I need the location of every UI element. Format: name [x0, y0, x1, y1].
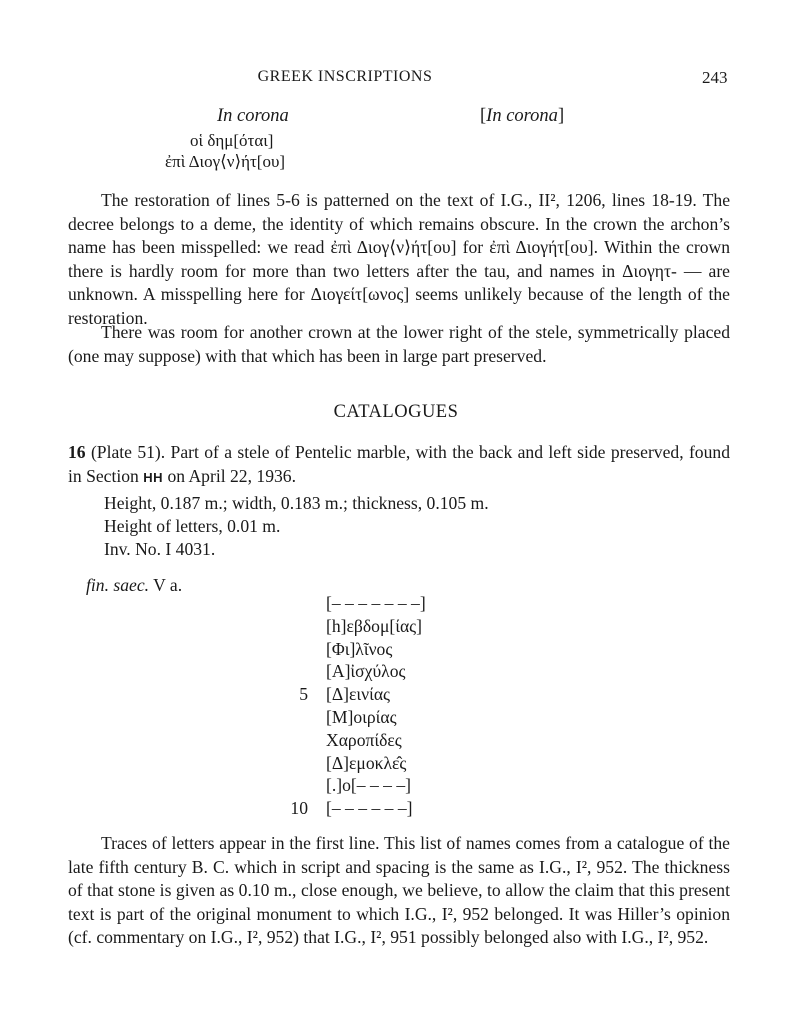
entry-description: (Plate 51). Part of a stele of Pentelic marble, with the back and left side preserved, found in Section: [68, 442, 730, 486]
inscription-line: [268, 592, 508, 615]
paragraph-text: The restoration of lines 5-6 is patterned on the text of I.G., II², 1206, lines 18-19. The decree belongs to a deme, the identity of which remains obscure. In the crown the archon’s name has been misspelled: we read ἐπὶ Διογ⟨ν⟩ήτ[ου] for ἐπὶ Διογήτ[ου]. Within the crown there is hardly room for more than two letters after the tau, and names in Διογητ- — are unknown. A misspelling here for Διογείτ[ωνος] seems unlikely because of the length of the restoration.: [68, 190, 730, 328]
inscription-line: [268, 683, 508, 706]
line-text: [Φι]λῖνος: [326, 638, 393, 659]
running-header: GREEK INSCRIPTIONS: [257, 68, 433, 85]
commentary-paragraph-2: [68, 321, 730, 368]
paragraph-text: Traces of letters appear in the first line. This list of names comes from a catalogue of the late fifth century B. C. which in script and spacing is the same as I.G., I², 952. The thickness of that stone is given as 0.10 m., close enough, we believe, to allow the claim that this present text is part of the original monument to which I.G., I², 952 belonged. It was Hiller’s opinion (cf. commentary on I.G., I², 952) that I.G., I², 951 possibly belonged also with I.G., I², 952.: [68, 833, 730, 948]
inscription-line: [268, 729, 508, 752]
inventory-number: Inv. No. I 4031.: [104, 539, 216, 559]
line-text: [Δ]εινίας: [326, 684, 391, 705]
line-text: Χαροπίδες: [326, 729, 402, 750]
entry-intro: [68, 441, 730, 489]
inscription-line: [268, 774, 508, 797]
inscription-line: [268, 615, 508, 638]
line-text: [Μ]οιρίας: [326, 706, 397, 727]
crown-right-title-text: In corona: [486, 106, 558, 126]
inscription-line: [268, 638, 508, 661]
inscription-line: [268, 752, 508, 775]
line-text: [h]εβδομ[ίας]: [326, 615, 423, 636]
line-number: 10: [290, 798, 308, 819]
letter-height: Height of letters, 0.01 m.: [104, 516, 281, 536]
crown-left-title: In corona: [217, 106, 289, 126]
inscription-line: [268, 660, 508, 683]
date-italic: fin. saec.: [86, 575, 150, 595]
dimensions: Height, 0.187 m.; width, 0.183 m.; thickness, 0.105 m.: [104, 493, 489, 513]
line-text: [– – – – – –]: [326, 798, 413, 819]
commentary-paragraph-1: [68, 189, 730, 331]
line-text: [Δ]εμοκλε̂ς: [326, 752, 407, 773]
entry-number: 16: [68, 442, 86, 462]
crown-inscription-line-2: ἐπὶ Διογ⟨ν⟩ήτ[ου]: [165, 152, 286, 171]
page-number: 243: [702, 68, 728, 87]
line-text: [Α]ἰσχύλος: [326, 661, 406, 682]
line-text: [.]ο[– – – –]: [326, 775, 412, 796]
line-number: 5: [299, 684, 308, 705]
commentary-paragraph-3: [68, 832, 730, 950]
inscription-line: [268, 706, 508, 729]
paragraph-text: There was room for another crown at the lower right of the stele, symmetrically placed (one may suppose) with that which has been in large part preserved.: [68, 322, 730, 366]
bracket-open: [: [480, 106, 487, 126]
inscription-date: [86, 575, 182, 596]
line-text: [– – – – – – –]: [326, 593, 426, 613]
crown-right-title: [480, 106, 564, 127]
section-code: HH: [143, 469, 164, 485]
entry-find-date: on April 22, 1936.: [167, 465, 296, 486]
inscription-text: [268, 592, 508, 820]
crown-inscription-line-1: οἱ δημ[όται]: [190, 131, 274, 150]
section-heading: CATALOGUES: [333, 402, 459, 422]
inscription-line: [268, 797, 508, 820]
date-rest: V a.: [153, 575, 183, 595]
bracket-close: ]: [557, 106, 565, 126]
